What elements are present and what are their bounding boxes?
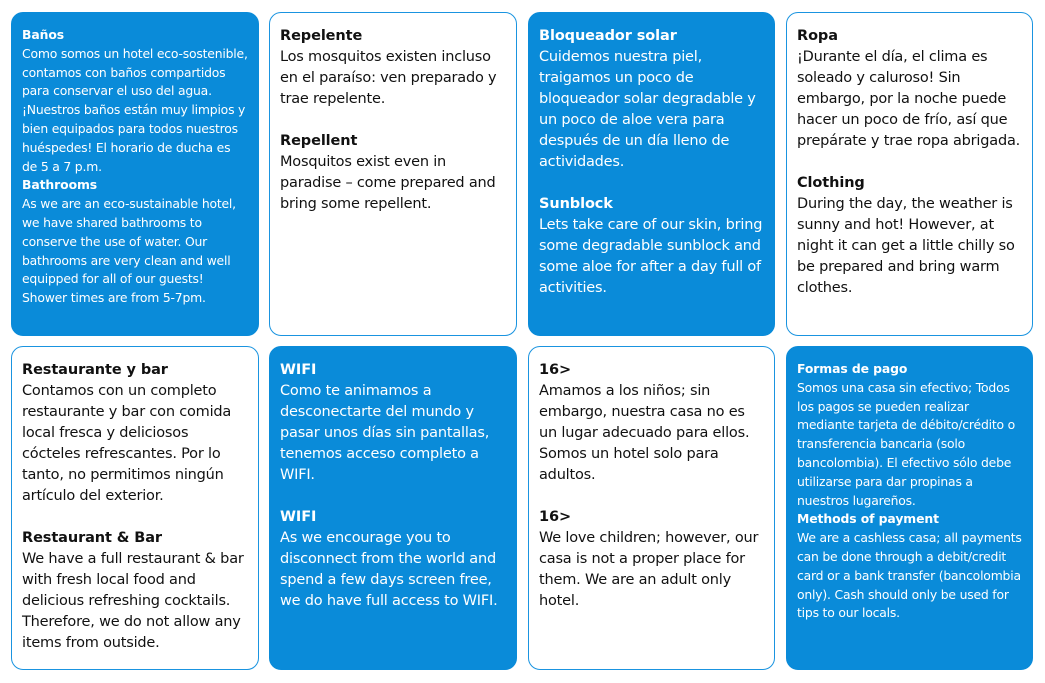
card-text-es: Como somos un hotel eco-sostenible, contamos con baños compartidos para conservar el uso del agua. ¡Nuestros baños están muy limpios y bien equipados para todos nuestros huéspedes! El horario de ducha es de 5 a 7 p.m.: [22, 45, 248, 174]
card-title-en: 16>: [539, 509, 572, 525]
card-title-es: Restaurante y bar: [22, 362, 168, 378]
card-text-en: As we encourage you to disconnect from the world and spend a few days screen free, we do have full access to WIFI.: [280, 530, 498, 609]
card-title-es: Bloqueador solar: [539, 28, 677, 44]
card-text-es: Contamos con un completo restaurante y bar con comida local fresca y deliciosos cócteles refrescantes. Por lo tanto, no permitimos ningún artículo del exterior.: [22, 383, 232, 504]
card-text-en: Lets take care of our skin, bring some degradable sunblock and some aloe for after a day full of activities.: [539, 217, 763, 296]
card-repelente: [269, 12, 517, 336]
card-text-en: We love children; however, our casa is not a proper place for them. We are an adult only hotel.: [539, 530, 759, 609]
card-title-en: Bathrooms: [22, 177, 98, 193]
card-formas-de-pago: [786, 346, 1033, 670]
card-text-en: As we are an eco-sustainable hotel, we have shared bathrooms to conserve the use of water. Our bathrooms are very clean and well equipped for all of our guests! Shower times are from 5-7pm.: [22, 196, 236, 306]
card-title-en: Clothing: [797, 175, 865, 191]
card-banos: [11, 12, 259, 336]
card-text-en: During the day, the weather is sunny and hot! However, at night it can get a little chilly so be prepared and bring warm clothes.: [797, 196, 1015, 296]
card-title-es: Ropa: [797, 28, 838, 44]
card-text-es: Somos una casa sin efectivo; Todos los pagos se pueden realizar mediante tarjeta de débito/crédito o transferencia bancaria (solo bancolombia). El efectivo sólo debe utilizarse para dar propinas a nuestros lugareños.: [797, 379, 1016, 508]
card-text-es: Los mosquitos existen incluso en el paraíso: ven preparado y trae repelente.: [280, 49, 497, 107]
card-ropa: [786, 12, 1033, 336]
card-title-en: Methods of payment: [797, 511, 939, 527]
card-text-en: We have a full restaurant & bar with fresh local food and delicious refreshing cocktails. Therefore, we do not allow any items from outside.: [22, 551, 244, 651]
card-title-es: 16>: [539, 362, 572, 378]
card-title-en: Restaurant & Bar: [22, 530, 162, 546]
card-title-es: Formas de pago: [797, 361, 908, 376]
card-age-policy: [528, 346, 775, 670]
card-bloqueador-solar: [528, 12, 775, 336]
card-text-es: Como te animamos a desconectarte del mundo y pasar unos días sin pantallas, tenemos acceso completo a WIFI.: [280, 383, 490, 483]
card-title-es: Repelente: [280, 28, 363, 44]
card-wifi: [269, 346, 517, 670]
card-text-es: Cuidemos nuestra piel, traigamos un poco de bloqueador solar degradable y un poco de aloe vera para después de un día lleno de actividades.: [539, 49, 756, 170]
card-text-en: Mosquitos exist even in paradise – come prepared and bring some repellent.: [280, 154, 496, 212]
card-title-en: Sunblock: [539, 196, 613, 212]
card-title-en: WIFI: [280, 509, 317, 525]
card-title-en: Repellent: [280, 133, 358, 149]
card-text-es: ¡Durante el día, el clima es soleado y caluroso! Sin embargo, por la noche puede hacer un poco de frío, así que prepárate y trae ropa abrigada.: [797, 49, 1021, 149]
card-title-es: Baños: [22, 27, 65, 42]
card-restaurante-bar: [11, 346, 259, 670]
card-title-es: WIFI: [280, 362, 317, 378]
card-text-es: Amamos a los niños; sin embargo, nuestra casa no es un lugar adecuado para ellos. Somos un hotel solo para adultos.: [539, 383, 750, 483]
card-text-en: We are a cashless casa; all payments can be done through a debit/credit card or a bank transfer (bancolombia only). Cash should only be used for tips to our locals.: [797, 530, 1022, 621]
